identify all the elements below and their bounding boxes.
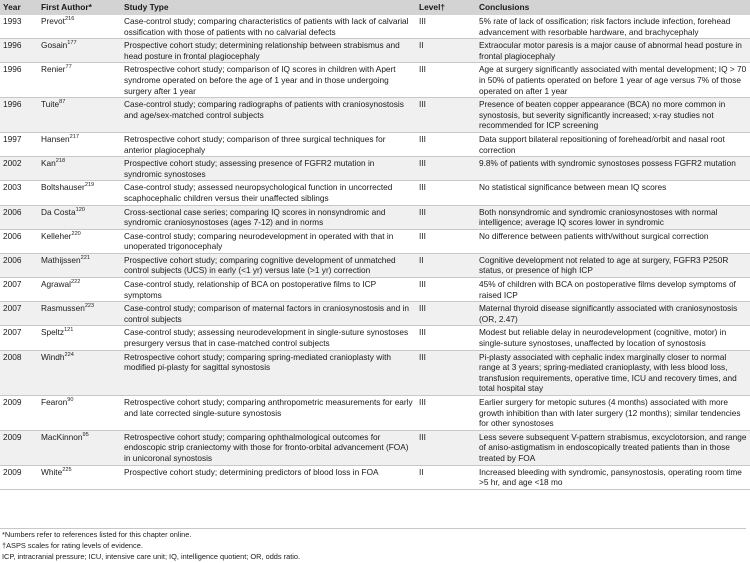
table-row	[0, 98, 750, 133]
author-name: Mathijssen	[41, 254, 81, 265]
cell-study-type: Retrospective cohort study; comparison of IQ scores in children with Apert syndrome operated on before the age of 1 year and in those undergoing surgery after 1 year	[121, 63, 416, 98]
cell-year: 2007	[0, 326, 38, 350]
cell-first-author	[38, 302, 121, 326]
footnote-references: *Numbers refer to references listed for this chapter online.	[2, 530, 192, 539]
cell-level: III	[416, 396, 476, 431]
cell-study-type: Retrospective cohort study; comparing anthropometric measurements for early and late corrected single-suture synostosis	[121, 396, 416, 431]
author-name: Da Costa	[41, 206, 76, 217]
reference-number: 77	[65, 64, 72, 71]
reference-number: 223	[84, 303, 95, 310]
cell-study-type: Prospective cohort study; determining relationship between strabismus and head posture in frontal plagiocephaly	[121, 39, 416, 63]
cell-level: III	[416, 326, 476, 350]
header-row	[0, 0, 750, 15]
reference-number: 225	[62, 466, 72, 473]
cell-conclusions: 9.8% of patients with syndromic synostoses possess FGFR2 mutation	[476, 157, 750, 181]
cell-level: III	[416, 278, 476, 302]
cell-conclusions: Earlier surgery for metopic sutures (4 months) associated with more growth inhibition than with later surgery (12 months); similar tendencies for other synostoses	[476, 396, 750, 431]
author-name: Gosain	[41, 40, 68, 51]
cell-study-type: Prospective cohort study; comparing cognitive development of unmatched control subjects (UCS) in early (<1 yr) versus late (>1 yr) correction	[121, 253, 416, 277]
table-row	[0, 181, 750, 205]
cell-first-author	[38, 326, 121, 350]
reference-number: 222	[70, 279, 81, 286]
cell-study-type: Case-control study; comparing neurodevelopment in operated with that in unoperated trigonocephaly	[121, 229, 416, 253]
cell-conclusions: Cognitive development not related to age at surgery, FGFR3 P250R status, or presence of high ICP	[476, 253, 750, 277]
cell-level: III	[416, 132, 476, 156]
cell-study-type: Retrospective cohort study; comparing ophthalmological outcomes for endoscopic strip craniectomy with those for fronto-orbital advancement (FOA) in unicoronal synostosis	[121, 430, 416, 465]
cell-study-type: Case-control study; comparing radiographs of patients with craniosynostosis and age/sex-matched control subjects	[121, 98, 416, 133]
cell-first-author	[38, 181, 121, 205]
table-row	[0, 430, 750, 465]
cell-year: 2007	[0, 278, 38, 302]
table-row	[0, 326, 750, 350]
reference-number: 217	[69, 134, 79, 141]
reference-number: 216	[64, 16, 75, 23]
cell-study-type: Retrospective cohort study; comparing spring-mediated cranioplasty with modified pi-plasty for sagittal synostosis	[121, 350, 416, 395]
cell-year: 2003	[0, 181, 38, 205]
cell-conclusions: 5% rate of lack of ossification; risk factors include infection, forehead advancement with resorbable hardware, and brachycephaly	[476, 15, 750, 39]
cell-level: III	[416, 63, 476, 98]
cell-conclusions: Extraocular motor paresis is a major cause of abnormal head posture in frontal plagiocephaly	[476, 39, 750, 63]
reference-number: 218	[55, 158, 66, 165]
reference-number: 121	[64, 327, 74, 334]
cell-level: II	[416, 465, 476, 489]
author-name: Speltz	[41, 327, 65, 338]
footnote-abbreviations: ICP, intracranial pressure; ICU, intensive care unit; IQ, intelligence quotient; OR, odds ratio.	[2, 552, 301, 562]
reference-number: 220	[71, 230, 81, 237]
reference-number: 95	[82, 432, 89, 439]
cell-year: 2006	[0, 205, 38, 229]
cell-level: III	[416, 350, 476, 395]
table-row	[0, 253, 750, 277]
cell-year: 1996	[0, 63, 38, 98]
cell-level: III	[416, 205, 476, 229]
cell-year: 1996	[0, 39, 38, 63]
header-conclusions: Conclusions	[476, 0, 750, 15]
table-row	[0, 350, 750, 395]
author-name: Kelleher	[41, 230, 72, 241]
cell-study-type: Cross-sectional case series; comparing IQ scores in nonsyndromic and syndromic craniosynostoses (ages 7-12) and in norms	[121, 205, 416, 229]
reference-number: 90	[67, 397, 74, 404]
cell-conclusions: Maternal thyroid disease significantly associated with craniosynostosis (OR, 2.47)	[476, 302, 750, 326]
cell-conclusions: Age at surgery significantly associated with mental development; IQ > 70 in 50% of patients operated on before 1 year of age versus 7% of those operated on after 1 year	[476, 63, 750, 98]
cell-level: II	[416, 39, 476, 63]
cell-first-author	[38, 15, 121, 39]
cell-level: III	[416, 229, 476, 253]
reference-number: 221	[80, 255, 91, 262]
cell-first-author	[38, 229, 121, 253]
cell-year: 2009	[0, 465, 38, 489]
cell-year: 2006	[0, 253, 38, 277]
cell-first-author	[38, 157, 121, 181]
reference-number: 177	[67, 40, 77, 47]
cell-year: 2006	[0, 229, 38, 253]
author-name: Boltshauser	[41, 182, 85, 193]
cell-first-author	[38, 278, 121, 302]
header-year: Year	[0, 0, 38, 15]
cell-conclusions: Modest but reliable delay in neurodevelopment (cognitive, motor) in single-suture synostoses, unaffected by location of synostosis	[476, 326, 750, 350]
cell-year: 2009	[0, 396, 38, 431]
cell-study-type: Case-control study; assessed neuropsychological function in uncorrected scaphocephalic children versus their unaffected siblings	[121, 181, 416, 205]
author-name: Windh	[41, 351, 65, 362]
author-name: Kan	[41, 158, 56, 169]
cell-conclusions: Data support bilateral repositioning of forehead/orbit and nasal root correction	[476, 132, 750, 156]
reference-number: 87	[59, 99, 66, 106]
cell-study-type: Prospective cohort study; assessing presence of FGFR2 mutation in syndromic synostoses	[121, 157, 416, 181]
author-name: Fearon	[41, 397, 68, 407]
cell-level: III	[416, 430, 476, 465]
table-row	[0, 157, 750, 181]
cell-study-type: Prospective cohort study; determining predictors of blood loss in FOA	[121, 465, 416, 489]
cell-year: 2007	[0, 302, 38, 326]
author-name: Renier	[41, 64, 66, 75]
table-body	[0, 15, 750, 489]
table-row	[0, 63, 750, 98]
header-level: Level†	[416, 0, 476, 15]
cell-conclusions: Less severe subsequent V-pattern strabismus, excyclotorsion, and range of aniso-astigmatism in endoscopically treated patients than in those treated by FOA	[476, 430, 750, 465]
cell-conclusions: No difference between patients with/without surgical correction	[476, 229, 750, 253]
cell-study-type: Case-control study; comparing characteristics of patients with lack of calvarial ossification with those of patients with no calvarial defects	[121, 15, 416, 39]
table-row	[0, 15, 750, 39]
author-name: Rasmussen	[41, 303, 85, 314]
cell-year: 2008	[0, 350, 38, 395]
cell-level: III	[416, 157, 476, 181]
header-first-author: First Author*	[38, 0, 121, 15]
table-row	[0, 278, 750, 302]
cell-first-author	[38, 205, 121, 229]
cell-study-type: Retrospective cohort study; comparison of three surgical techniques for anterior plagiocephaly	[121, 132, 416, 156]
cell-conclusions: Presence of beaten copper appearance (BCA) no more common in synostosis, but severity significantly increased; x-ray studies not recommended for ICP screening	[476, 98, 750, 133]
cell-first-author	[38, 98, 121, 133]
cell-study-type: Case-control study; assessing neurodevelopment in single-suture synostoses presurgery versus that in case-matched control subjects	[121, 326, 416, 350]
author-name: MacKinnon	[41, 431, 83, 442]
cell-year: 1993	[0, 15, 38, 39]
table-row	[0, 132, 750, 156]
cell-level: III	[416, 302, 476, 326]
cell-study-type: Case-control study, relationship of BCA on postoperative films to ICP symptoms	[121, 278, 416, 302]
cell-conclusions: No statistical significance between mean IQ scores	[476, 181, 750, 205]
table-row	[0, 396, 750, 431]
table-header	[0, 0, 750, 15]
cell-first-author	[38, 253, 121, 277]
table-row	[0, 302, 750, 326]
cell-first-author	[38, 465, 121, 489]
reference-number: 219	[84, 182, 95, 189]
author-name: Tuite	[41, 99, 60, 110]
cell-conclusions: Increased bleeding with syndromic, pansynostosis, operating room time >5 hr, and age <18 mo	[476, 465, 750, 489]
cell-level: III	[416, 15, 476, 39]
cell-first-author	[38, 39, 121, 63]
footnote-asps-scale: †ASPS scales for rating levels of evidence.	[2, 541, 143, 551]
reference-number: 120	[75, 206, 85, 213]
author-name: Agrawal	[41, 279, 71, 290]
table-row	[0, 205, 750, 229]
cell-first-author	[38, 430, 121, 465]
author-name: Prevot	[41, 16, 65, 26]
author-name: White	[41, 466, 63, 477]
cell-study-type: Case-control study; comparison of maternal factors in craniosynostosis and in control subjects	[121, 302, 416, 326]
footnotes	[0, 528, 746, 563]
cell-level: III	[416, 181, 476, 205]
header-study-type: Study Type	[121, 0, 416, 15]
cell-year: 2002	[0, 157, 38, 181]
table-row	[0, 39, 750, 63]
cell-level: III	[416, 98, 476, 133]
cell-first-author	[38, 63, 121, 98]
cell-conclusions: 45% of children with BCA on postoperative films develop symptoms of raised ICP	[476, 278, 750, 302]
table-row	[0, 465, 750, 489]
cell-year: 1997	[0, 132, 38, 156]
cell-first-author	[38, 132, 121, 156]
cell-conclusions: Pi-plasty associated with cephalic index marginally closer to normal range at 3 years; spring-mediated cranioplasty, with less blood loss, transfusion requirements, operative time, ICU and recovery times, and total hospital stay	[476, 350, 750, 395]
cell-conclusions: Both nonsyndromic and syndromic craniosynostoses with normal intelligence; average IQ scores lower in syndromic	[476, 205, 750, 229]
cell-year: 1996	[0, 98, 38, 133]
cell-level: II	[416, 253, 476, 277]
cell-first-author	[38, 350, 121, 395]
table-row	[0, 229, 750, 253]
author-name: Hansen	[41, 133, 70, 144]
reference-number: 224	[64, 351, 74, 358]
cell-year: 2009	[0, 430, 38, 465]
cell-first-author	[38, 396, 121, 431]
